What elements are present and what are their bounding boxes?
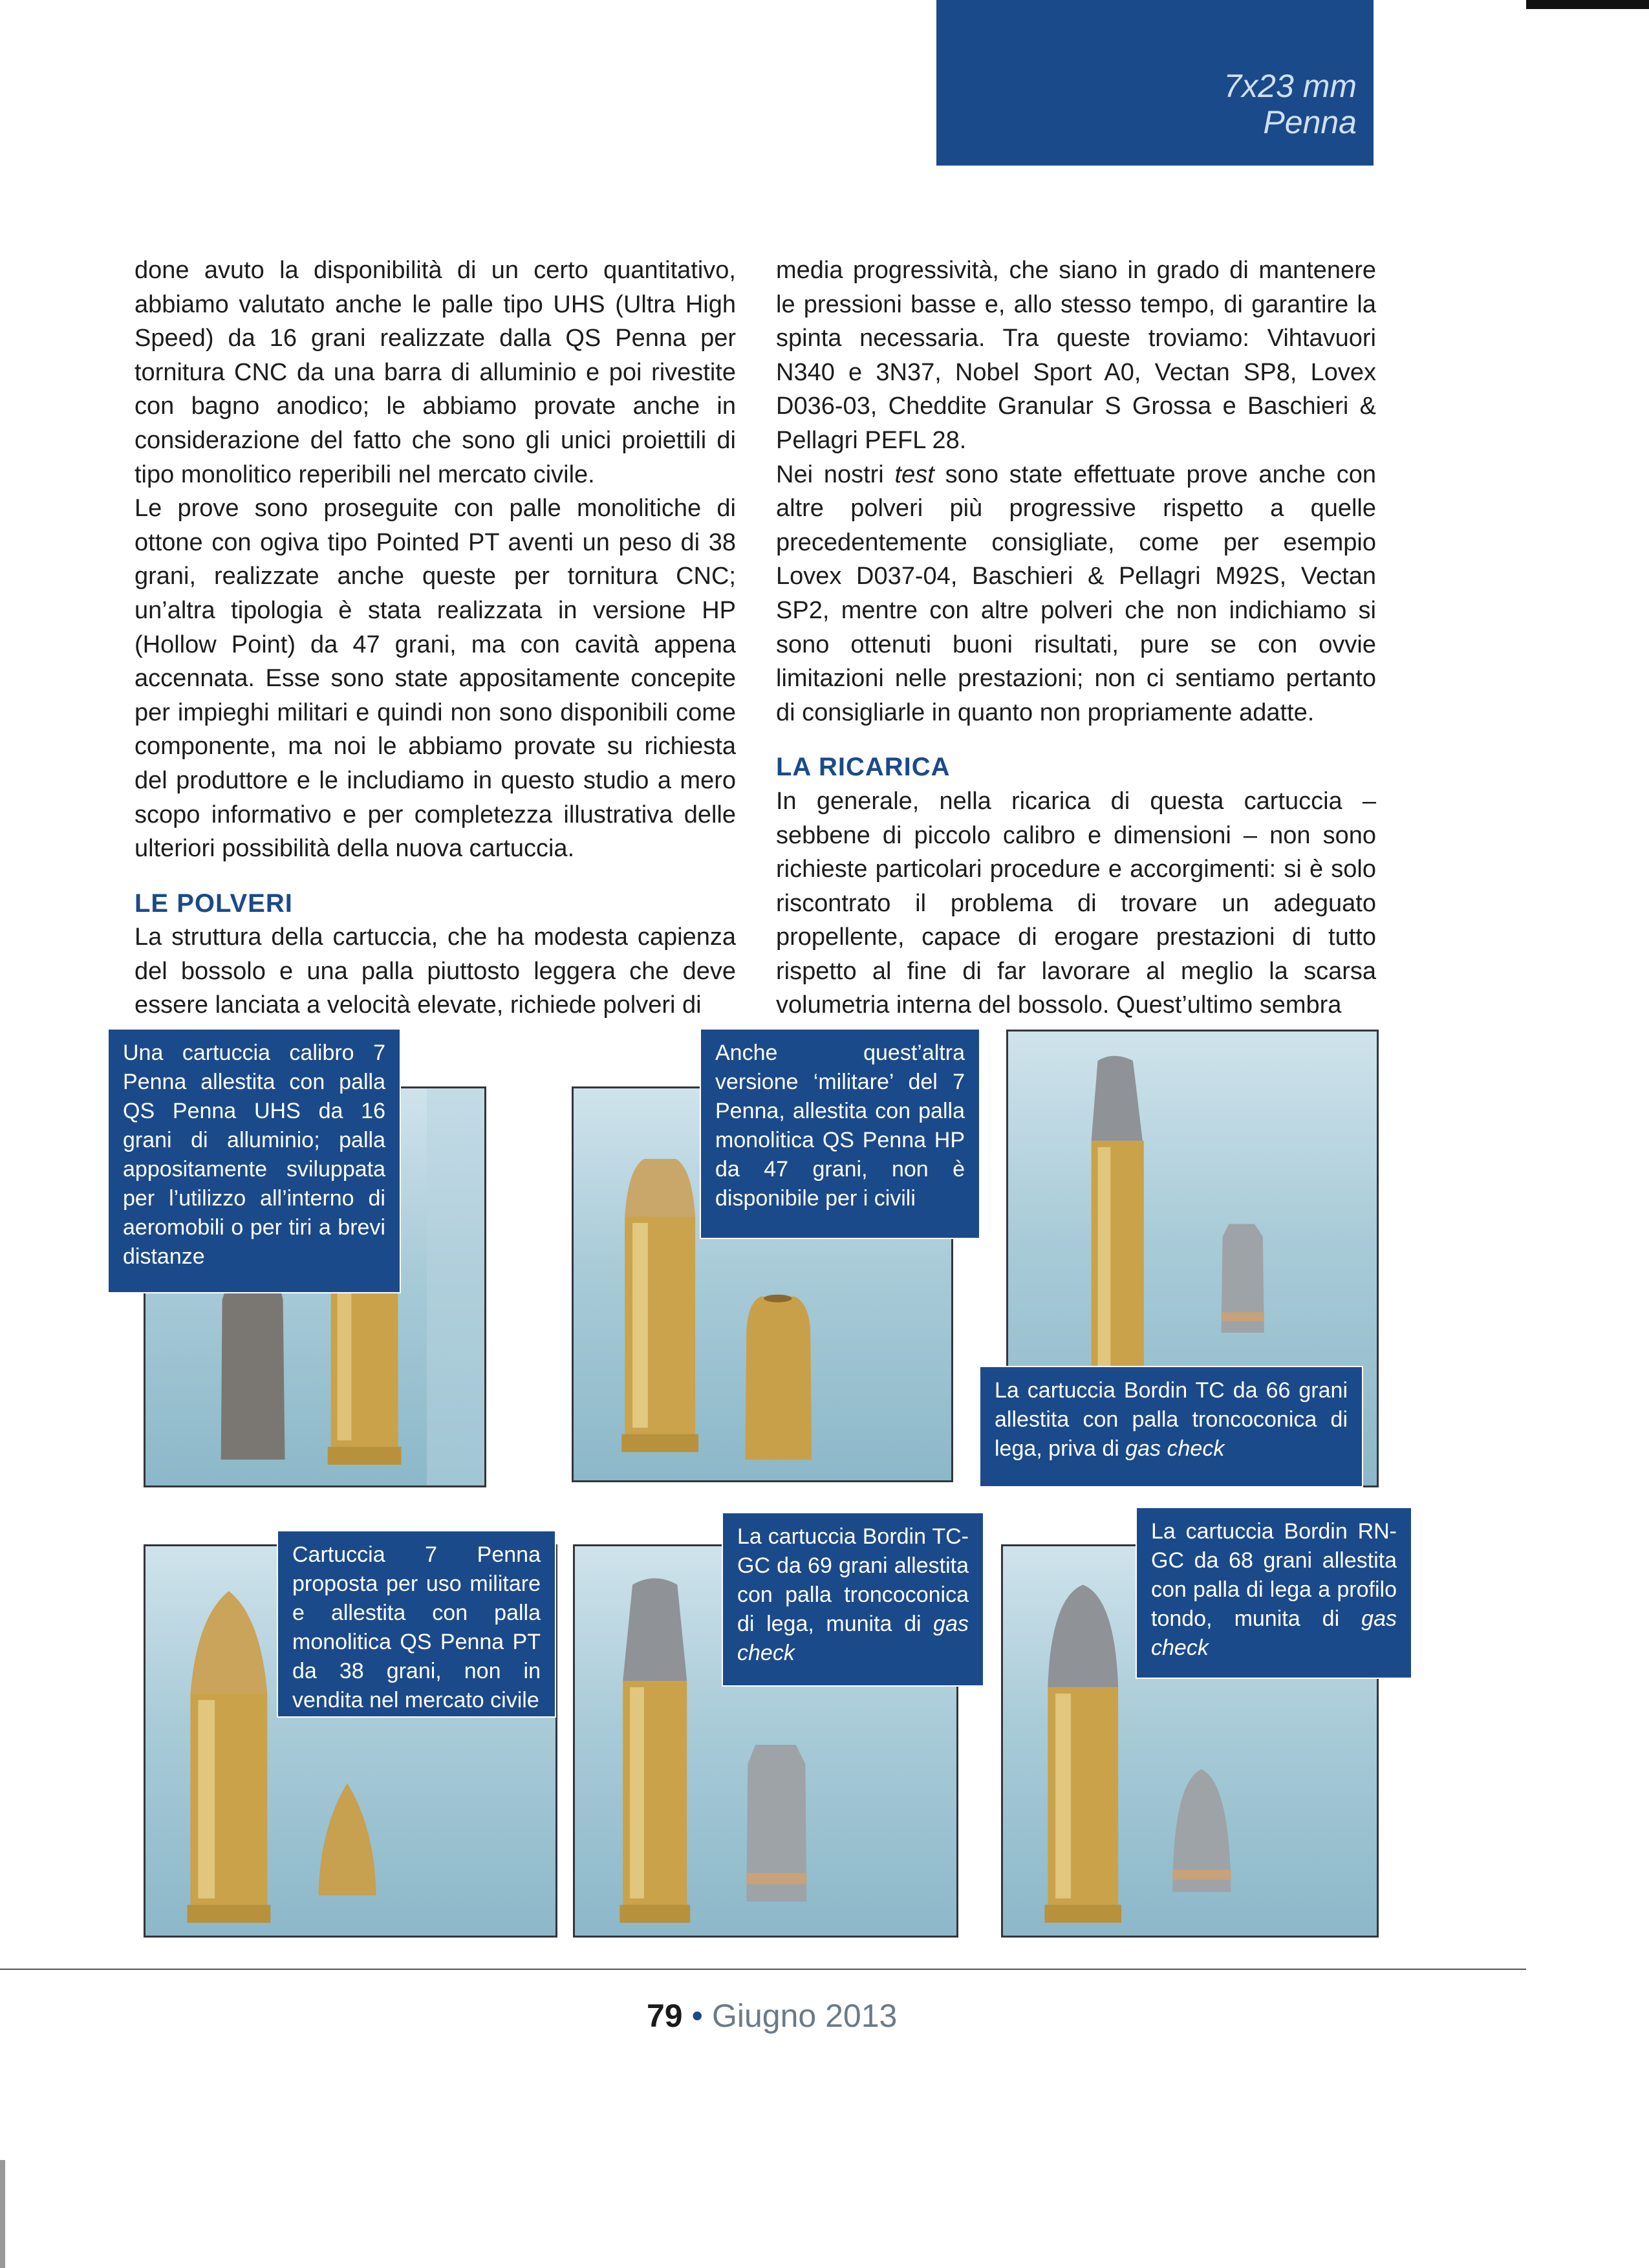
section-tab-line2: Penna: [1263, 104, 1357, 140]
scan-edge-top: [1526, 0, 1649, 9]
right-column: [776, 254, 1376, 1022]
heading-la-ricarica: LA RICARICA: [776, 753, 951, 782]
caption-bordin-tcgc-em: gas check: [737, 1612, 969, 1665]
right-paragraph-2-start: Nei nostri: [776, 460, 895, 488]
right-paragraph-2-em: test: [894, 460, 934, 488]
caption-hp: Anche quest’altra versione ‘militare’ del 7 Penna, allestita con palla monolitica QS Penna HP da 47 grani, non è disponibile per i civili: [700, 1028, 980, 1239]
left-paragraph-1: done avuto la disponibilità di un certo quantitativo, abbiamo valutato anche le palle tipo UHS (Ultra High Speed) da 16 grani realizzate dalla QS Penna per tornitura CNC da una barra di alluminio e poi rivestite con bagno anodico; le abbiamo provate anche in considerazione del fatto che sono gli unici proiettili di tipo monolitico reperibili nel mercato civile.: [135, 257, 736, 488]
right-paragraph-1: media progressività, che siano in grado di mantenere le pressioni basse e, allo stesso tempo, di garantire la spinta necessaria. Tra queste troviamo: Vihtavuori N340 e 3N37, Nobel Sport A0, Vectan SP8, Lovex D036-03, Cheddite Granular S Grossa e Baschieri & Pellagri PEFL 28.: [776, 257, 1376, 454]
page-number: 79: [647, 1998, 683, 2034]
issue-date: Giugno 2013: [711, 1998, 898, 2034]
right-paragraph-2-rest: sono state effettuate prove anche con altre polveri più progressive rispetto a quelle precedentemente consigliate, come per esempio Lovex D037-04, Baschieri & Pellagri M92S, Vectan SP2, mentre con altre polveri che non indichiamo si sono ottenuti buoni risultati, pure se con ovvie limitazioni nelle prestazioni; non ci sentiamo pertanto di consigliarle in quanto non propriamente adatte.: [776, 460, 1376, 726]
left-paragraph-2: Le prove sono proseguite con palle monolitiche di ottone con ogiva tipo Pointed PT aventi un peso di 38 grani, realizzate anche queste per tornitura CNC; un’altra tipologia è stata realizzata in versione HP (Hollow Point) da 47 grani, ma con cavità appena accennata. Esse sono state appositamente concepite per impieghi militari e quindi non sono disponibili come componente, ma noi le abbiamo provate su richiesta del produttore e le includiamo in questo studio a mero scopo informativo e per completezza illustrativa delle ulteriori possibilità della nuova cartuccia.: [135, 495, 736, 863]
caption-pt: Cartuccia 7 Penna proposta per uso militare e allestita con palla monolitica QS Penna PT da 38 grani, non in vendita nel mercato civile: [277, 1530, 556, 1718]
left-paragraph-3: La struttura della cartuccia, che ha modesta capienza del bossolo e una palla piuttosto leggera che deve essere lanciata a velocità elevate, richiede polveri di: [135, 923, 736, 1019]
caption-bordin-tc: [979, 1366, 1363, 1487]
caption-uhs: Una cartuccia calibro 7 Penna allestita con palla QS Penna UHS da 16 grani di alluminio; palla appositamente sviluppata per l’utilizzo all’interno di aeromobili o per tiri a brevi distanze: [107, 1028, 401, 1293]
caption-bordin-rngc-em: gas check: [1151, 1606, 1397, 1660]
section-tab-line1: 7x23 mm: [1223, 68, 1357, 104]
right-paragraph-2: [776, 458, 1376, 730]
left-column: [135, 254, 736, 1022]
footer-divider: [0, 1969, 1526, 1970]
section-tab: [936, 0, 1374, 166]
caption-bordin-rngc: [1136, 1507, 1412, 1679]
caption-bordin-tcgc-text: La cartuccia Bordin TC-GC da 69 grani allestita con palla troncoconica di lega, munita di: [737, 1524, 969, 1636]
caption-bordin-tc-text: La cartuccia Bordin TC da 66 grani allestita con palla troncoconica di lega, priva di: [995, 1378, 1348, 1461]
heading-le-polveri: LE POLVERI: [135, 889, 293, 918]
right-paragraph-3: In generale, nella ricarica di questa cartuccia – sebbene di piccolo calibro e dimensioni – non sono richieste particolari procedure e accorgimenti: si è solo riscontrato il problema di trovare un adeguato propellente, capace di erogare prestazioni di tutto rispetto al fine di far lavorare al meglio la scarsa volumetria interna del bossolo. Quest’ultimo sembra: [776, 787, 1376, 1019]
footer-separator: •: [691, 1998, 704, 2034]
caption-bordin-rngc-text: La cartuccia Bordin RN-GC da 68 grani allestita con palla di lega a profilo tondo, munita di: [1151, 1519, 1397, 1631]
scan-edge-left: [0, 2160, 5, 2268]
page-footer: [647, 1997, 970, 2035]
caption-bordin-tc-em: gas check: [1125, 1436, 1225, 1461]
caption-bordin-tcgc: [722, 1512, 984, 1687]
